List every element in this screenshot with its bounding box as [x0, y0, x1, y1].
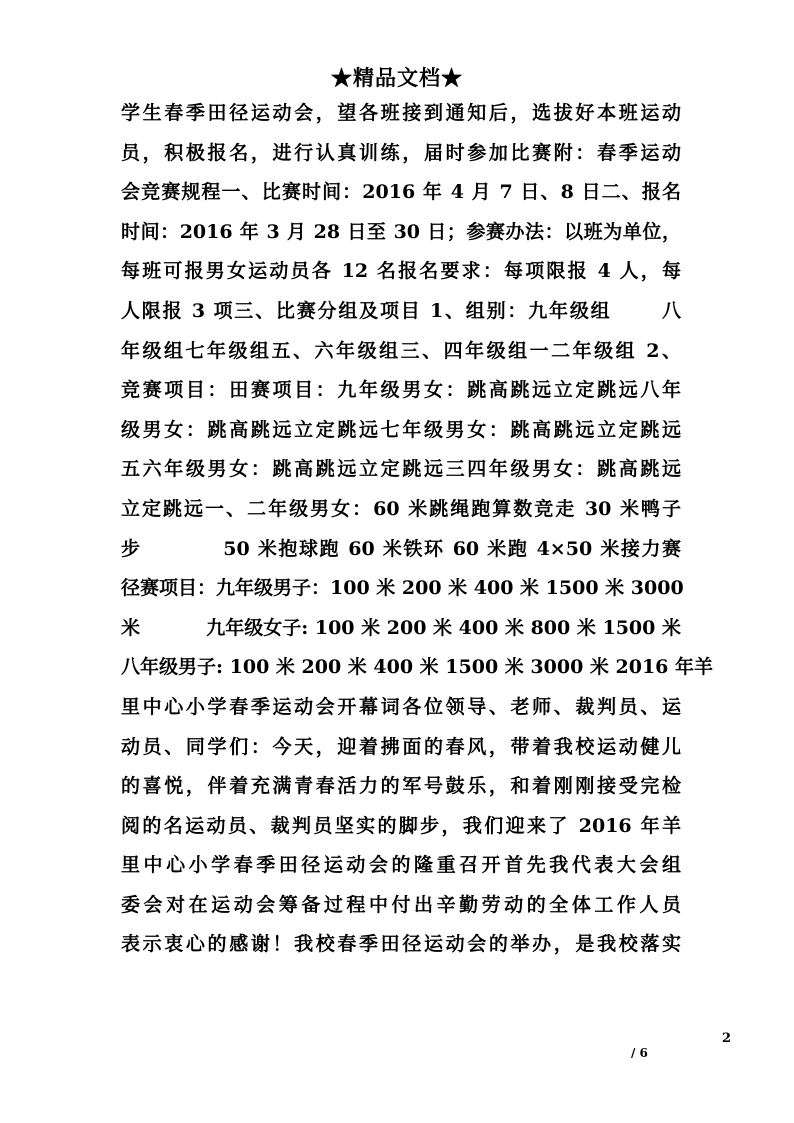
text-line: 级男女：跳高跳远立定跳远七年级男女：跳高跳远立定跳远 — [121, 418, 681, 441]
text-line: 步 50 米抱球跑 60 米铁环 60 米跑 4×50 米接力赛 — [121, 537, 681, 560]
text-line: 竞赛项目：田赛项目：九年级男女：跳高跳远立定跳远八年 — [121, 379, 681, 402]
page-number: 2 — [722, 1031, 732, 1046]
text-line: 的喜悦，伴着充满青春活力的军号鼓乐，和着刚刚接受完检 — [121, 775, 681, 798]
text-line: 委会对在运动会筹备过程中付出辛勤劳动的全体工作人员 — [121, 893, 681, 916]
text-line: 里中心小学春季运动会开幕词各位领导、老师、裁判员、运 — [121, 695, 681, 718]
text-line: 五六年级男女：跳高跳远立定跳远三四年级男女：跳高跳远 — [121, 458, 681, 481]
body-text — [121, 94, 714, 965]
text-line: 时间：2016 年 3 月 28 日至 30 日；参赛办法：以班为单位， — [121, 220, 681, 243]
text-line: 表示衷心的感谢！我校春季田径运动会的举办，是我校落实 — [121, 933, 681, 956]
text-line: 每班可报男女运动员各 12 名报名要求：每项限报 4 人，每 — [121, 260, 681, 283]
text-line: 会竞赛规程一、比赛时间：2016 年 4 月 7 日、8 日二、报名 — [121, 181, 681, 204]
text-line: 学生春季田径运动会，望各班接到通知后，选拔好本班运动 — [121, 102, 681, 124]
text-line: 年级组七年级组五、六年级组三、四年级组一二年级组 2、 — [121, 339, 681, 362]
text-line: 八年级男子: 100 米 200 米 400 米 1500 米 3000 米 2016 年羊 — [121, 656, 714, 679]
text-line: 动员、同学们：今天，迎着拂面的春风，带着我校运动健儿 — [121, 735, 681, 758]
text-line: 米 九年级女子: 100 米 200 米 400 米 800 米 1500 米 — [121, 616, 681, 639]
text-line: 里中心小学春季田径运动会的隆重召开首先我代表大会组 — [121, 854, 681, 877]
text-line: 立定跳远一、二年级男女：60 米跳绳跑算数竞走 30 米鸭子 — [121, 497, 681, 520]
page-total: / 6 — [631, 1046, 648, 1060]
text-line: 阅的名运动员、裁判员坚实的脚步，我们迎来了 2016 年羊 — [121, 814, 681, 837]
text-line: 径赛项目：九年级男子：100 米 200 米 400 米 1500 米 3000 — [121, 577, 684, 600]
page-header-title: ★精品文档★ — [331, 65, 463, 90]
text-line: 人限报 3 项三、比赛分组及项目 1、组别：九年级组 八 — [121, 299, 681, 322]
text-line: 员，积极报名，进行认真训练，届时参加比赛附：春季运动 — [121, 141, 681, 164]
